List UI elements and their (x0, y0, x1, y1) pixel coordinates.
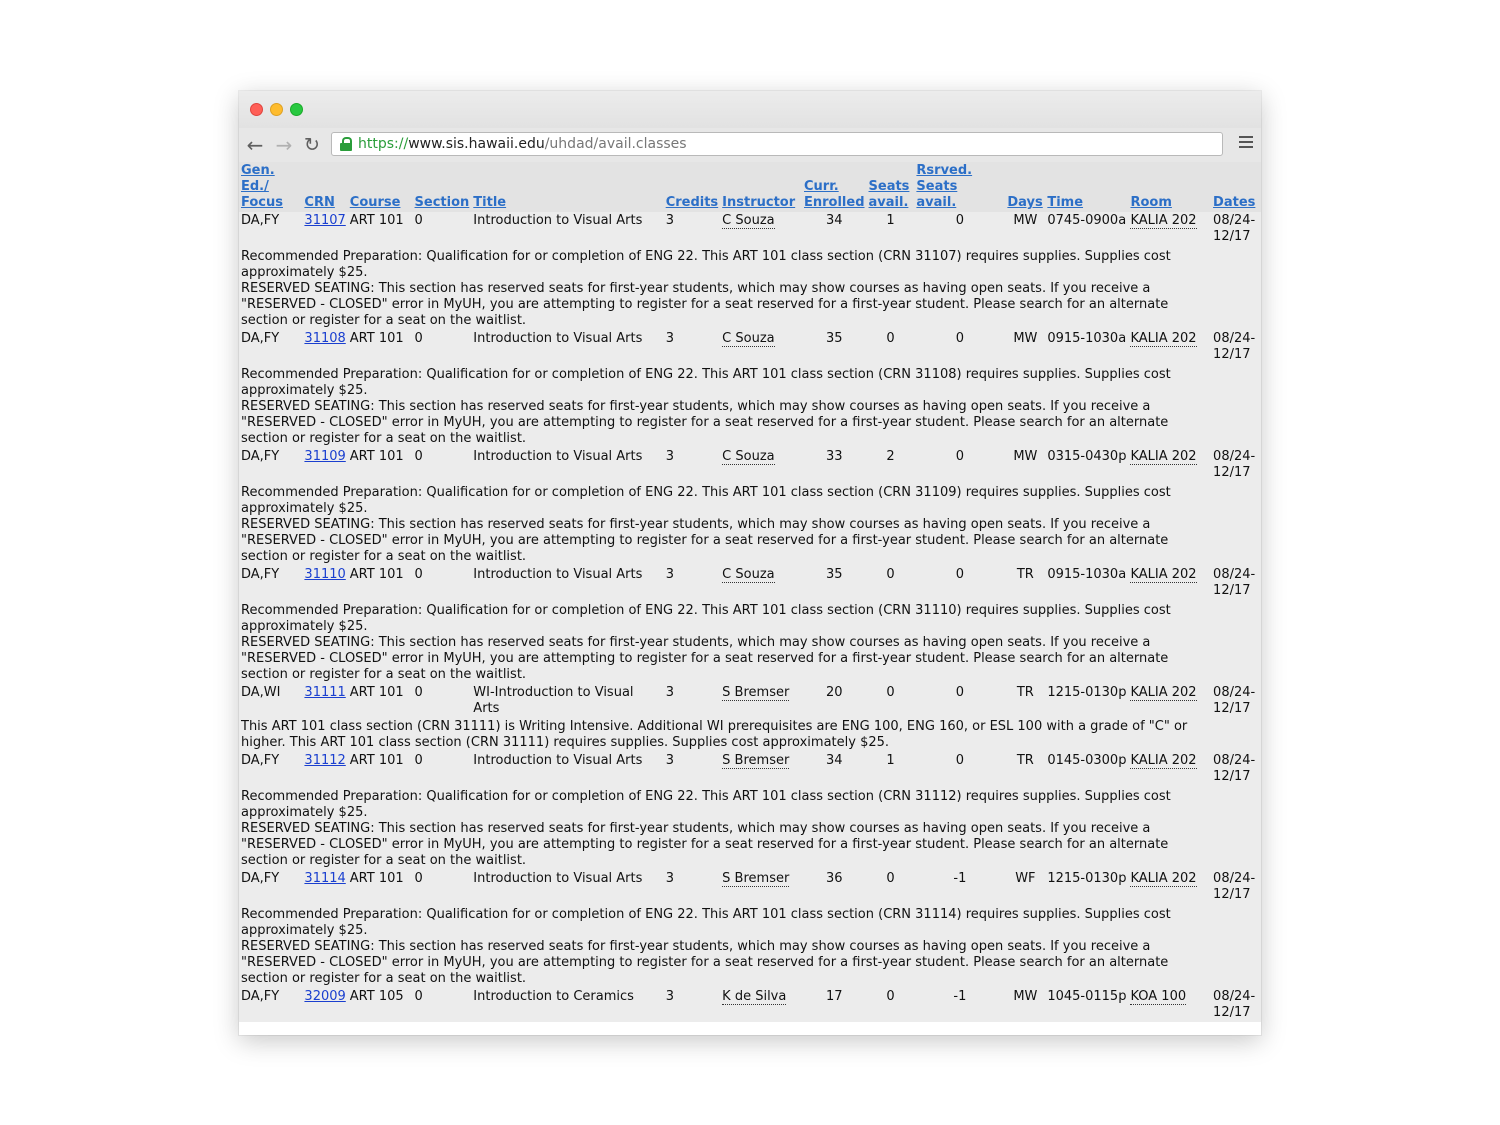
course-cell: ART 101 (348, 448, 413, 466)
time-cell: 0745-0900a (1045, 212, 1128, 230)
crn-cell (302, 870, 347, 888)
class-note-row (239, 888, 1261, 988)
header-title[interactable]: Title (471, 162, 663, 212)
header-room[interactable]: Room (1128, 162, 1211, 212)
dates-cell: 08/24- 12/17 (1211, 870, 1261, 988)
class-note-text: This ART 101 class section (CRN 31111) is Writing Intensive. Additional WI prerequisites are ENG 100, ENG 160, or ESL 100 with a grade of "C" or higher. This ART 101 class section (CRN 31111) requires supplies. Supplies cost approximately $25. (241, 719, 1188, 750)
class-row (239, 330, 1261, 348)
class-note-text: Recommended Preparation: Qualification for or completion of ENG 22. This ART 101 class section (CRN 31107) requires supplies. Supplies cost approximately $25. (241, 249, 1171, 280)
class-row (239, 870, 1261, 888)
focus-cell: DA,FY (239, 330, 302, 348)
reserved-seating-note: RESERVED SEATING: This section has reserved seats for first-year students, which may show courses as having open seats. If you receive a "RESERVED - CLOSED" error in MyUH, you are attempting to register for a seat reserved for a first-year student. Please search for an alternate section or register for a seat on the waitlist. (241, 517, 1169, 564)
section-cell: 0 (413, 566, 472, 584)
enrolled-cell: 34 (802, 752, 867, 770)
time-cell: 0915-1030a (1045, 330, 1128, 348)
room-link[interactable]: KALIA 202 (1130, 567, 1197, 582)
crn-link[interactable]: 31110 (304, 567, 346, 582)
dates-cell: 08/24- 12/17 (1211, 448, 1261, 566)
section-cell: 0 (413, 448, 472, 466)
reserved-seats-cell: -1 (914, 988, 1005, 1022)
reserved-seats-cell: 0 (914, 212, 1005, 230)
crn-cell (302, 988, 347, 1022)
room-link[interactable]: KALIA 202 (1130, 685, 1197, 700)
course-cell: ART 101 (348, 752, 413, 770)
reserved-seating-note: RESERVED SEATING: This section has reserved seats for first-year students, which may show courses as having open seats. If you receive a "RESERVED - CLOSED" error in MyUH, you are attempting to register for a seat reserved for a first-year student. Please search for an alternate section or register for a seat on the waitlist. (241, 281, 1169, 328)
course-cell: ART 101 (348, 330, 413, 348)
crn-cell (302, 330, 347, 348)
lock-icon (340, 137, 352, 151)
address-bar[interactable] (331, 132, 1223, 156)
course-cell: ART 101 (348, 684, 413, 718)
class-row (239, 212, 1261, 230)
focus-cell: DA,FY (239, 212, 302, 230)
enrolled-cell: 35 (802, 566, 867, 584)
section-cell: 0 (413, 330, 472, 348)
days-cell: TR (1005, 684, 1045, 718)
section-cell: 0 (413, 752, 472, 770)
enrolled-cell: 17 (802, 988, 867, 1022)
crn-link[interactable]: 31114 (304, 871, 346, 886)
room-cell (1128, 566, 1211, 584)
focus-cell: DA,FY (239, 870, 302, 888)
crn-cell (302, 448, 347, 466)
seats-avail-cell: 0 (867, 566, 915, 584)
dates-cell: 08/24- 12/17 (1211, 684, 1261, 752)
instructor-link[interactable]: C Souza (722, 213, 775, 228)
class-row (239, 448, 1261, 466)
instructor-cell (720, 752, 802, 770)
class-note (239, 584, 1211, 684)
reserved-seating-note: RESERVED SEATING: This section has reserved seats for first-year students, which may show courses as having open seats. If you receive a "RESERVED - CLOSED" error in MyUH, you are attempting to register for a seat reserved for a first-year student. Please search for an alternate section or register for a seat on the waitlist. (241, 635, 1169, 682)
room-cell (1128, 684, 1211, 718)
days-cell: TR (1005, 752, 1045, 770)
crn-link[interactable]: 32009 (304, 989, 346, 1004)
class-availability-table (239, 162, 1261, 1022)
time-cell: 0145-0300p (1047, 753, 1127, 768)
reserved-seats-cell: 0 (914, 448, 1005, 466)
title-cell: WI-Introduction to Visual Arts (471, 684, 663, 718)
days-cell: MW (1005, 988, 1045, 1022)
class-note (239, 230, 1211, 330)
url-scheme: https:// (358, 136, 409, 152)
instructor-cell (720, 212, 802, 230)
course-cell: ART 101 (348, 566, 413, 584)
days-cell: MW (1005, 330, 1045, 348)
enrolled-cell: 20 (802, 684, 867, 718)
crn-link[interactable]: 31111 (304, 685, 346, 700)
url-host: www.sis.hawaii.edu (408, 136, 545, 152)
focus-cell: DA,FY (239, 752, 302, 770)
days-cell: MW (1005, 448, 1045, 466)
enrolled-cell: 36 (802, 870, 867, 888)
reserved-seats-cell: 0 (914, 752, 1005, 770)
class-note-row (239, 584, 1261, 684)
header-gen-ed-focus[interactable]: Gen. Ed./ Focus (239, 162, 302, 212)
focus-cell: DA,FY (239, 566, 302, 584)
dates-cell: 08/24- 12/17 (1211, 988, 1261, 1022)
browser-window (239, 91, 1261, 1035)
class-note-text: Recommended Preparation: Qualification for or completion of ENG 22. This ART 101 class section (CRN 31114) requires supplies. Supplies cost approximately $25. (241, 907, 1171, 938)
time-cell: 1215-0130p (1047, 871, 1127, 886)
url-path: /uhdad/avail.classes (544, 136, 687, 152)
seats-avail-cell: 1 (867, 752, 915, 770)
class-note-row (239, 770, 1261, 870)
zoom-window-button[interactable] (290, 103, 303, 116)
class-note-row (239, 466, 1261, 566)
header-crn[interactable]: CRN (302, 162, 347, 212)
title-cell: Introduction to Visual Arts (471, 212, 663, 230)
focus-cell: DA,FY (239, 988, 302, 1022)
instructor-link[interactable]: S Bremser (722, 685, 790, 700)
instructor-link[interactable]: K de Silva (722, 989, 787, 1004)
reserved-seating-note: RESERVED SEATING: This section has reserved seats for first-year students, which may show courses as having open seats. If you receive a "RESERVED - CLOSED" error in MyUH, you are attempting to register for a seat reserved for a first-year student. Please search for an alternate section or register for a seat on the waitlist. (241, 821, 1169, 868)
crn-link[interactable]: 31108 (304, 331, 346, 346)
class-note (239, 348, 1211, 448)
credits-cell: 3 (664, 870, 720, 888)
credits-cell: 3 (664, 448, 720, 466)
room-cell (1128, 212, 1211, 230)
days-cell: MW (1005, 212, 1045, 230)
enrolled-cell: 33 (802, 448, 867, 466)
seats-avail-cell: 0 (867, 684, 915, 718)
table-header-row (239, 162, 1261, 212)
room-cell (1128, 448, 1211, 466)
reload-icon[interactable]: ↻ (304, 134, 320, 156)
seats-avail-cell: 0 (867, 988, 915, 1022)
class-note-row (239, 348, 1261, 448)
close-window-button[interactable] (250, 103, 263, 116)
class-note-text: Recommended Preparation: Qualification for or completion of ENG 22. This ART 101 class section (CRN 31112) requires supplies. Supplies cost approximately $25. (241, 789, 1171, 820)
class-note (239, 770, 1211, 870)
room-cell (1128, 330, 1211, 348)
room-link[interactable]: KALIA 202 (1130, 753, 1197, 768)
dates-cell: 08/24- 12/17 (1211, 212, 1261, 330)
reserved-seating-note: RESERVED SEATING: This section has reserved seats for first-year students, which may show courses as having open seats. If you receive a "RESERVED - CLOSED" error in MyUH, you are attempting to register for a seat reserved for a first-year student. Please search for an alternate section or register for a seat on the waitlist. (241, 399, 1169, 446)
days-cell: TR (1005, 566, 1045, 584)
credits-cell: 3 (664, 212, 720, 230)
instructor-link[interactable]: C Souza (722, 449, 775, 464)
header-curr-enrolled[interactable]: Curr. Enrolled (802, 162, 867, 212)
credits-cell: 3 (664, 330, 720, 348)
time-cell: 1045-0115p (1045, 988, 1128, 1022)
instructor-link[interactable]: S Bremser (722, 753, 790, 768)
reserved-seats-cell: 0 (914, 330, 1005, 348)
days-cell: WF (1005, 870, 1045, 888)
instructor-cell (720, 988, 802, 1022)
room-link[interactable]: KALIA 202 (1130, 331, 1197, 346)
class-note-text: Recommended Preparation: Qualification for or completion of ENG 22. This ART 101 class section (CRN 31108) requires supplies. Supplies cost approximately $25. (241, 367, 1171, 398)
credits-cell: 3 (664, 684, 720, 718)
instructor-cell (720, 448, 802, 466)
class-note-row (239, 230, 1261, 330)
course-cell: ART 101 (348, 870, 413, 888)
credits-cell: 3 (664, 988, 720, 1022)
class-row (239, 988, 1261, 1022)
header-course[interactable]: Course (348, 162, 413, 212)
time-cell: 1215-0130p (1045, 684, 1128, 718)
time-cell: 0915-1030a (1045, 566, 1128, 584)
minimize-window-button[interactable] (270, 103, 283, 116)
header-dates[interactable]: Dates (1211, 162, 1261, 212)
reserved-seats-cell: 0 (914, 566, 1005, 584)
crn-link[interactable]: 31107 (304, 213, 346, 228)
title-bar (239, 91, 1261, 128)
instructor-cell (720, 684, 802, 718)
section-cell: 0 (413, 212, 472, 230)
header-time[interactable]: Time (1045, 162, 1128, 212)
class-note-text: Recommended Preparation: Qualification for or completion of ENG 22. This ART 101 class section (CRN 31110) requires supplies. Supplies cost approximately $25. (241, 603, 1171, 634)
crn-cell (302, 684, 347, 718)
reserved-seats-cell: 0 (914, 684, 1005, 718)
credits-cell: 3 (664, 566, 720, 584)
header-credits[interactable]: Credits (664, 162, 720, 212)
back-arrow-icon[interactable]: ← (246, 133, 264, 157)
room-cell (1128, 752, 1211, 770)
class-note (239, 888, 1211, 988)
section-cell: 0 (413, 684, 472, 718)
page-content (239, 162, 1261, 1035)
instructor-cell (720, 330, 802, 348)
time-cell: 0315-0430p (1047, 449, 1127, 464)
crn-cell (302, 212, 347, 230)
class-row (239, 684, 1261, 718)
header-days[interactable]: Days (1005, 162, 1045, 212)
reserved-seating-note: RESERVED SEATING: This section has reserved seats for first-year students, which may show courses as having open seats. If you receive a "RESERVED - CLOSED" error in MyUH, you are attempting to register for a seat reserved for a first-year student. Please search for an alternate section or register for a seat on the waitlist. (241, 939, 1169, 986)
instructor-link[interactable]: S Bremser (722, 871, 790, 886)
room-link[interactable]: KALIA 202 (1130, 871, 1197, 886)
class-note-row (239, 718, 1261, 752)
crn-link[interactable]: 31109 (304, 449, 346, 464)
seats-avail-cell: 1 (867, 212, 915, 230)
title-cell: Introduction to Visual Arts (471, 752, 663, 770)
room-link[interactable]: KOA 100 (1130, 989, 1187, 1004)
forward-arrow-icon[interactable]: → (275, 133, 293, 157)
course-cell: ART 101 (348, 212, 413, 230)
focus-cell: DA,WI (239, 684, 302, 718)
room-cell (1128, 870, 1211, 888)
title-cell: Introduction to Visual Arts (471, 448, 663, 466)
class-note (239, 466, 1211, 566)
header-instructor[interactable]: Instructor (720, 162, 802, 212)
instructor-cell (720, 566, 802, 584)
section-cell: 0 (413, 870, 472, 888)
crn-cell (302, 566, 347, 584)
enrolled-cell: 34 (802, 212, 867, 230)
class-note (239, 718, 1211, 752)
seats-avail-cell: 0 (867, 330, 915, 348)
reserved-seats-cell: -1 (914, 870, 1005, 888)
instructor-link[interactable]: C Souza (722, 567, 775, 582)
dates-cell: 08/24- 12/17 (1211, 566, 1261, 684)
enrolled-cell: 35 (802, 330, 867, 348)
instructor-link[interactable]: C Souza (722, 331, 775, 346)
class-note-text: Recommended Preparation: Qualification for or completion of ENG 22. This ART 101 class section (CRN 31109) requires supplies. Supplies cost approximately $25. (241, 485, 1171, 516)
header-seats-avail[interactable]: Seats avail. (867, 162, 915, 212)
class-row (239, 752, 1261, 770)
title-cell: Introduction to Ceramics (471, 988, 663, 1022)
room-cell (1128, 988, 1211, 1022)
dates-cell: 08/24- 12/17 (1211, 752, 1261, 870)
room-link[interactable]: KALIA 202 (1130, 213, 1197, 228)
focus-cell: DA,FY (239, 448, 302, 466)
seats-avail-cell: 0 (867, 870, 915, 888)
credits-cell: 3 (664, 752, 720, 770)
crn-cell (302, 752, 347, 770)
header-section[interactable]: Section (413, 162, 472, 212)
title-cell: Introduction to Visual Arts (471, 870, 663, 888)
browser-toolbar (239, 128, 1261, 163)
hamburger-menu-icon[interactable] (1239, 136, 1253, 152)
course-cell: ART 105 (348, 988, 413, 1022)
title-cell: Introduction to Visual Arts (471, 330, 663, 348)
header-reserved-seats-avail[interactable]: Rsrved. Seats avail. (914, 162, 1005, 212)
dates-cell: 08/24- 12/17 (1211, 330, 1261, 448)
section-cell: 0 (413, 988, 472, 1022)
crn-link[interactable]: 31112 (304, 753, 346, 768)
seats-avail-cell: 2 (867, 448, 915, 466)
class-row (239, 566, 1261, 584)
room-link[interactable]: KALIA 202 (1130, 449, 1197, 464)
instructor-cell (720, 870, 802, 888)
title-cell: Introduction to Visual Arts (471, 566, 663, 584)
